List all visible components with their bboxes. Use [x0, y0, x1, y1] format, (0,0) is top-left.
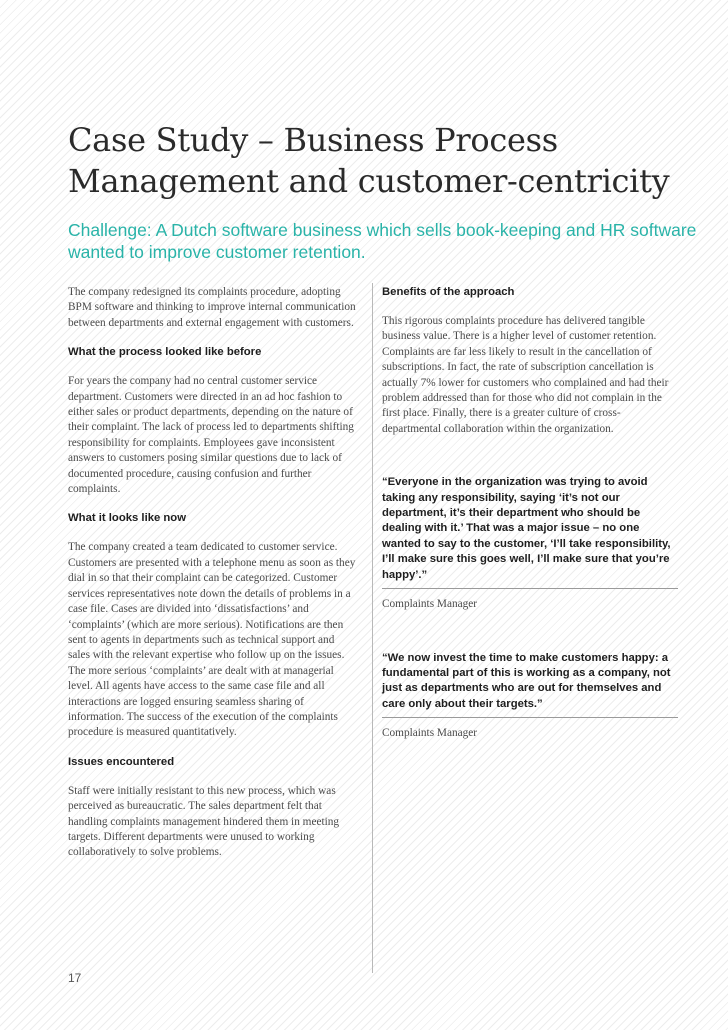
quote-text: “Everyone in the organization was trying to avoid taking any responsibility, saying ‘it’s not our department, it’s their department who should be dealing with it.’ That was a major issue – no one wanted to say to the customer, ‘I’ll take responsibility, I’ll make sure this goes well, I’ll make sure that you’re happy’.” — [382, 476, 671, 581]
now-paragraph: The company created a team dedicated to customer service. Customers are presented with a telephone menu as soon as they dial in so that their complaint can be categorized. Customer services representatives note down the details of problems in a case file. Cases are divided into ‘dissatisfactions’ and ‘complaints’ (which are more serious). Notifications are then sent to agents in departments such as technical support and sales with the relevant expertise who follow up on the issues. The more serious ‘complaints’ are dealt with at managerial level. All agents have access to the same case file and all interactions are logged ensuring seamless sharing of information. The success of the execution of the complaints procedure is measured quantitatively. — [68, 541, 356, 739]
benefits-heading: Benefits of the approach — [382, 286, 515, 298]
left-column — [68, 285, 358, 861]
quote-text: “We now invest the time to make customers happy: a fundamental part of this is working as a company, not just as departments who are out for themselves and care only about their targets.” — [382, 651, 671, 710]
quote-rule — [382, 717, 678, 718]
quote-rule — [382, 588, 678, 589]
now-heading: What it looks like now — [68, 512, 186, 525]
pull-quote — [382, 651, 678, 742]
challenge-subtitle: Challenge: A Dutch software business which sells book-keeping and HR software wanted to improve customer retention. — [68, 220, 697, 262]
issues-paragraph: Staff were initially resistant to this new process, which was perceived as bureaucratic. The sales department felt that handling complaints management hindered them in meeting targets. Different departments were unused to working collaboratively to solve problems. — [68, 784, 340, 859]
quote-attribution: Complaints Manager — [382, 727, 478, 740]
issues-heading: Issues encountered — [68, 755, 175, 768]
before-heading: What the process looked like before — [68, 346, 262, 359]
quote-attribution: Complaints Manager — [382, 598, 478, 611]
column-divider — [372, 283, 373, 973]
before-paragraph: For years the company had no central customer service department. Customers were directed in an ad hoc fashion to either sales or product departments, depending on the nature of their complaint. The lack of process led to departments shifting responsibility for complaints. Employees gave inconsistent answers to customers posing similar questions due to lack of documented procedure, causing confusion and further complaints. — [68, 375, 354, 496]
page-title: Case Study – Business Process Management and customer-centricity — [68, 121, 670, 200]
page-number: 17 — [68, 971, 82, 985]
right-column — [382, 285, 678, 742]
pull-quote — [382, 475, 678, 612]
benefits-paragraph: This rigorous complaints procedure has delivered tangible business value. There is a higher level of customer retention. Complaints are far less likely to result in the cancellation of subscriptions. In fact, the rate of subscription cancellation is actually 7% lower for customers who complained and had their problem addressed than for those who did not complain in the first place. Finally, there is a greater culture of cross-departmental collaboration within the organization. — [382, 315, 669, 435]
intro-paragraph: The company redesigned its complaints procedure, adopting BPM software and thinking to improve internal communication between departments and external engagement with customers. — [68, 286, 356, 329]
